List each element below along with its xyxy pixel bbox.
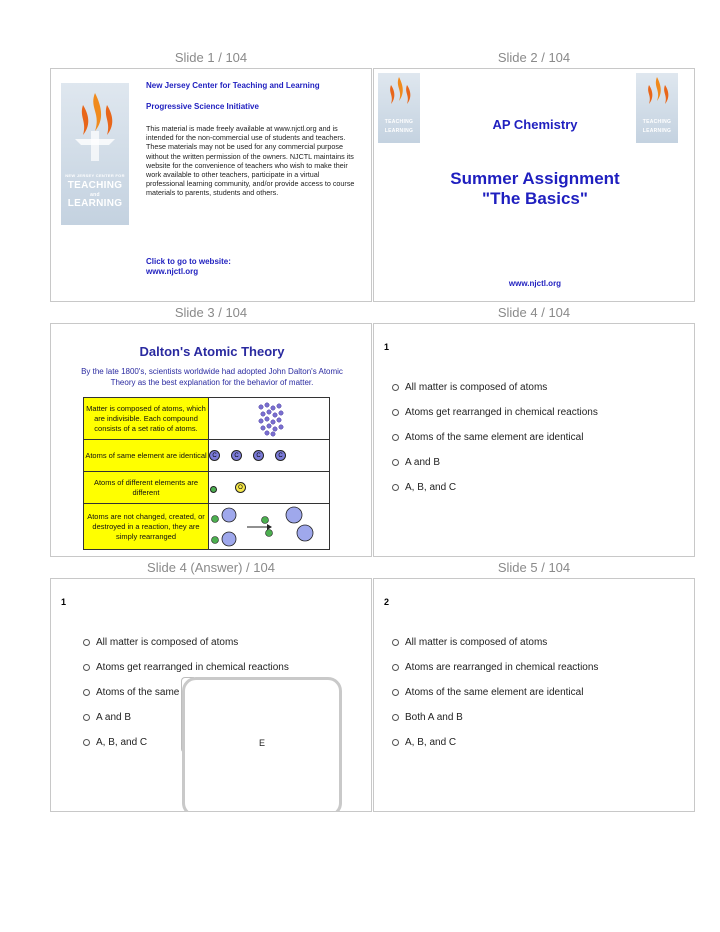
dalton-row-1-label: Matter is composed of atoms, which are indivisible. Each compound consists of a set ratio of atoms. <box>84 398 209 440</box>
answer-option-e[interactable] <box>392 737 456 748</box>
slide-3[interactable] <box>50 323 372 557</box>
carbon-atom-icon: C <box>275 450 286 461</box>
answer-option-a[interactable] <box>392 382 547 393</box>
option-text: Both A and B <box>405 712 463 723</box>
dalton-row-3-image <box>209 472 330 504</box>
dalton-intro: By the late 1800's, scientists worldwide had adopted John Dalton's Atomic Theory as the best explanation for the behavior of matter. <box>81 367 343 387</box>
hydrogen-atom-icon <box>210 486 217 493</box>
dalton-table <box>83 397 330 550</box>
logo-right-line-2: LEARNING <box>642 128 672 134</box>
option-text: A, B, and C <box>96 737 148 748</box>
option-text: A, B, and C <box>405 482 457 493</box>
answer-panel[interactable] <box>182 677 342 812</box>
dalton-row-4-image <box>209 504 330 550</box>
option-text: Atoms get rearranged in chemical reactions <box>96 662 289 673</box>
question-number: 1 <box>61 597 67 607</box>
radio-icon[interactable] <box>392 714 399 721</box>
answer-option-d[interactable] <box>392 712 463 723</box>
answer-option-a[interactable] <box>83 637 238 648</box>
website-link[interactable]: www.njctl.org <box>146 267 199 276</box>
answer-option-c[interactable] <box>392 432 583 443</box>
answer-option-d[interactable] <box>392 457 440 468</box>
slide-2[interactable] <box>373 68 695 302</box>
answer-value: E <box>258 738 265 748</box>
answer-option-c[interactable] <box>83 687 179 698</box>
answer-option-a[interactable] <box>392 637 547 648</box>
radio-icon[interactable] <box>392 409 399 416</box>
answer-option-d[interactable] <box>83 712 131 723</box>
njctl-logo-right <box>636 73 678 143</box>
option-text: A and B <box>96 712 132 723</box>
option-text: Atoms are rearranged in chemical reactions <box>405 662 599 673</box>
dalton-row-1-image <box>209 398 330 440</box>
assignment-subtitle: "The Basics" <box>482 189 588 208</box>
option-text: All matter is composed of atoms <box>405 637 548 648</box>
radio-icon[interactable] <box>83 739 90 746</box>
radio-icon[interactable] <box>83 689 90 696</box>
radio-icon[interactable] <box>392 459 399 466</box>
slide-1-caption: Slide 1 / 104 <box>174 50 248 65</box>
slide-2-caption: Slide 2 / 104 <box>497 50 571 65</box>
org-name: New Jersey Center for Teaching and Learning <box>146 81 320 90</box>
slide-1[interactable] <box>50 68 372 302</box>
reaction-diagram-icon <box>209 505 329 549</box>
dalton-row-4-label: Atoms are not changed, created, or destroyed in a reaction, they are simply rearranged <box>84 504 209 550</box>
option-text: A, B, and C <box>405 737 457 748</box>
question-number: 1 <box>384 342 390 352</box>
oxygen-atom-icon: O <box>235 482 246 493</box>
option-text: Atoms of the same element are identical <box>405 687 584 698</box>
radio-icon[interactable] <box>83 639 90 646</box>
radio-icon[interactable] <box>392 639 399 646</box>
logo-line-3: LEARNING <box>67 198 123 209</box>
njctl-logo-left <box>378 73 420 143</box>
logo-line-1: TEACHING <box>67 180 123 191</box>
radio-icon[interactable] <box>392 384 399 391</box>
answer-option-c[interactable] <box>392 687 583 698</box>
logo-left-line-2: LEARNING <box>384 128 414 134</box>
slide-3-caption: Slide 3 / 104 <box>174 305 248 320</box>
logo-line-2: and <box>90 192 100 198</box>
option-text: Atoms of the same element are identical <box>405 432 584 443</box>
slide-4[interactable] <box>373 323 695 557</box>
carbon-atom-icon: C <box>253 450 264 461</box>
njctl-logo <box>61 83 129 225</box>
radio-icon[interactable] <box>392 664 399 671</box>
logo-right-line-1: TEACHING <box>642 119 672 125</box>
carbon-atom-icon: C <box>209 450 220 461</box>
answer-option-b[interactable] <box>83 662 289 673</box>
dalton-row-2-image <box>209 440 330 472</box>
logo-line-0: NEW JERSEY CENTER FOR <box>65 173 125 178</box>
radio-icon[interactable] <box>392 739 399 746</box>
slide-5[interactable] <box>373 578 695 812</box>
radio-icon[interactable] <box>83 714 90 721</box>
option-text: All matter is composed of atoms <box>96 637 239 648</box>
dalton-row-2-label: Atoms of same element are identical <box>84 440 209 472</box>
website-prompt: Click to go to website: <box>146 257 231 266</box>
assignment-title: Summer Assignment <box>450 169 620 188</box>
subject-title: AP Chemistry <box>492 117 578 132</box>
program-name: Progressive Science Initiative <box>146 102 259 111</box>
radio-icon[interactable] <box>392 434 399 441</box>
radio-icon[interactable] <box>83 664 90 671</box>
dalton-title: Dalton's Atomic Theory <box>139 344 285 359</box>
question-number: 2 <box>384 597 390 607</box>
option-text: Atoms of the same <box>96 687 180 698</box>
option-text: Atoms get rearranged in chemical reactions <box>405 407 598 418</box>
answer-option-e[interactable] <box>392 482 456 493</box>
slide-4-answer-caption: Slide 4 (Answer) / 104 <box>147 560 275 575</box>
disclaimer-text: This material is made freely available at www.njctl.org and is intended for the non-commercial use of students and teachers. These materials may not be used for any commercial purpose without the written permission of the owners. NJCTL maintains its website for the convenience of teachers who wish to make their work available to other teachers, participate in a virtual professional learning community, and/or provide access to course materials to parents, students and others. <box>146 124 355 198</box>
answer-option-e[interactable] <box>83 737 147 748</box>
slide-4-caption: Slide 4 / 104 <box>497 305 571 320</box>
dalton-row-3-label: Atoms of different elements are different <box>84 472 209 504</box>
logo-left-line-1: TEACHING <box>384 119 414 125</box>
option-text: All matter is composed of atoms <box>405 382 548 393</box>
answer-option-b[interactable] <box>392 407 598 418</box>
slide-5-caption: Slide 5 / 104 <box>497 560 571 575</box>
radio-icon[interactable] <box>392 484 399 491</box>
answer-option-b[interactable] <box>392 662 598 673</box>
molecule-lattice-icon <box>209 399 329 439</box>
carbon-atom-icon: C <box>231 450 242 461</box>
option-text: A and B <box>405 457 441 468</box>
radio-icon[interactable] <box>392 689 399 696</box>
slide-4-answer[interactable] <box>50 578 372 812</box>
website-url[interactable]: www.njctl.org <box>508 279 562 288</box>
